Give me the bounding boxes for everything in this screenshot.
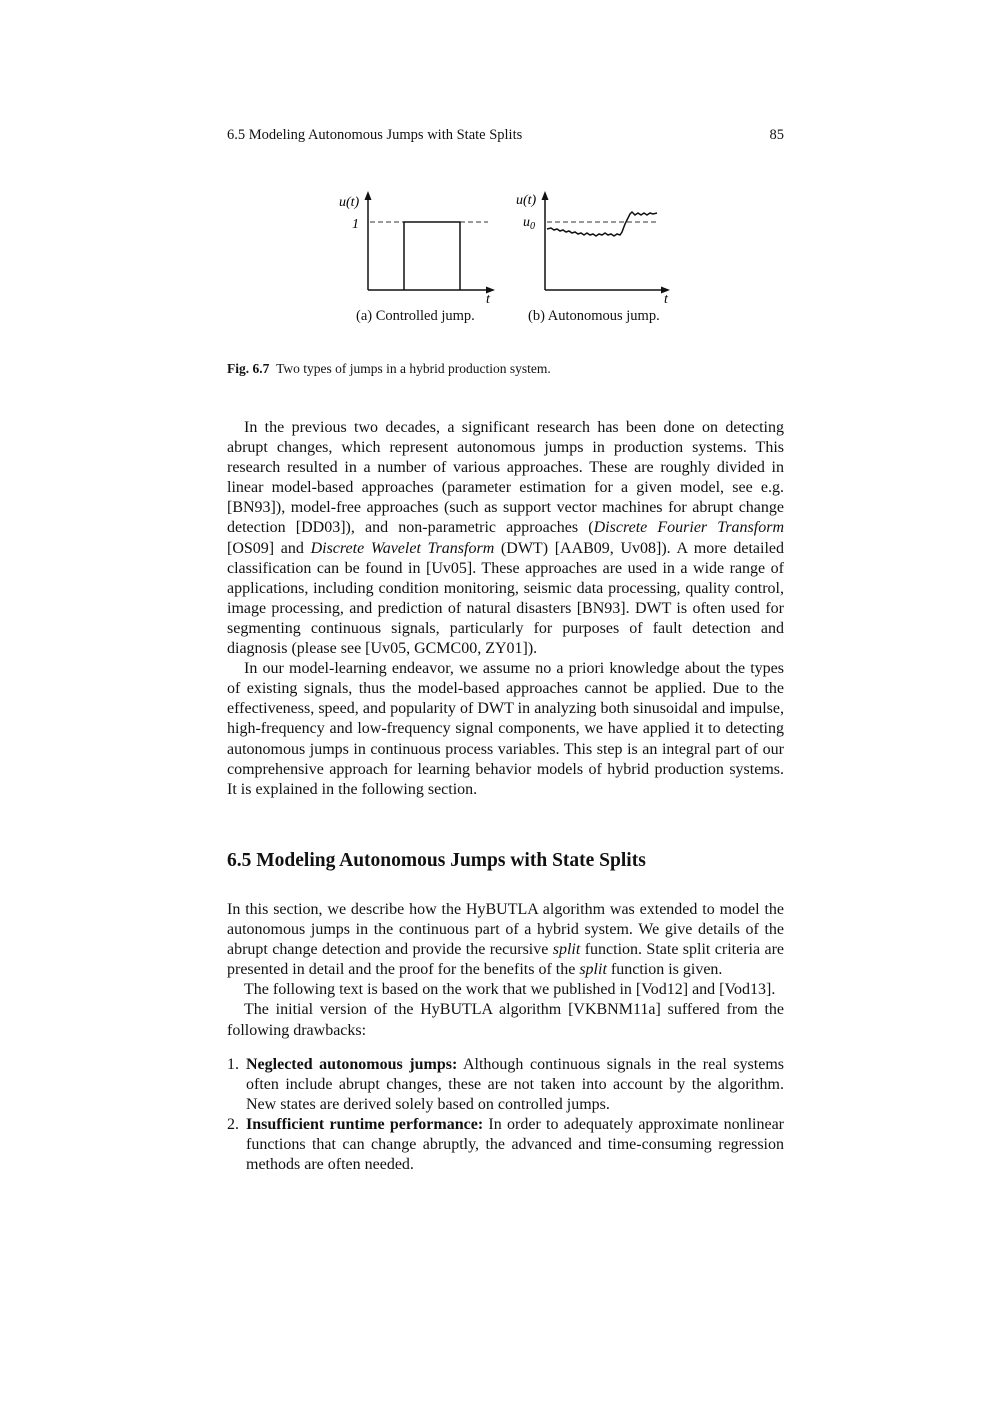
figure-caption-text: Two types of jumps in a hybrid production system. <box>276 361 551 376</box>
panel-b-y-tick-main: u <box>523 215 530 230</box>
panel-b-y-tick-sub: 0 <box>530 221 535 232</box>
list-item <box>227 1055 784 1115</box>
list-item-bold: Insufficient runtime performance: <box>246 1116 484 1134</box>
paragraph-5: The initial version of the HyBUTLA algorithm [VKBNM11a] suffered from the following drawbacks: <box>227 1001 784 1039</box>
figure-caption <box>227 361 551 377</box>
panel-a-plot <box>339 191 495 307</box>
panel-b-y-arrow <box>542 191 549 200</box>
panel-a-x-label: t <box>486 292 490 307</box>
body-section-2 <box>227 900 784 1041</box>
figure-6-7 <box>0 0 1000 400</box>
p1-italic-dft: Discrete Fourier Transform <box>593 519 785 537</box>
paragraph-4: The following text is based on the work that we published in [Vod12] and [Vod13]. <box>244 981 776 999</box>
list-item <box>227 1115 784 1175</box>
body-section-1 <box>227 418 784 800</box>
list-item-body: Although continuous signals in the real systems often include abrupt changes, these are not taken into account by the algorithm. New states are derived solely based on controlled jumps. <box>246 1056 784 1114</box>
p1-text-3: (DWT) [AAB09, Uv08]). A more detailed classification can be found in [Uv05]. These approaches are used in a wide range of applications, including condition monitoring, seismic data processing, quality control, image processing, and prediction of natural disasters [BN93]. DWT is often used for segmenting continuous signals, particularly for purposes of fault detection and diagnosis (please see [Uv05, GCMC00, ZY01]). <box>227 539 784 658</box>
p3-italic-split-2: split <box>579 961 607 979</box>
subcaption-b: (b) Autonomous jump. <box>528 308 660 324</box>
subcaption-a: (a) Controlled jump. <box>356 308 475 324</box>
p1-text-1: In the previous two decades, a significant research has been done on detecting abrupt changes, which represent autonomous jumps in production systems. This research resulted in a number of various approaches. These are roughly divided in linear model-based approaches (parameter estimation for a given model, see e.g. [BN93]), model-free approaches (such as support vector machines for abrupt change detection [DD03]), and non-parametric approaches ( <box>227 419 784 537</box>
paragraph-3 <box>227 900 784 980</box>
list-item-number: 2. <box>227 1116 239 1134</box>
section-heading: 6.5 Modeling Autonomous Jumps with State Splits <box>227 850 646 871</box>
p3-text-2: function. State split criteria are presented in detail and the proof for the benefits of the <box>227 941 784 979</box>
panel-b-signal <box>547 212 657 236</box>
list-item-bold: Neglected autonomous jumps: <box>246 1056 458 1073</box>
paragraph-1 <box>227 418 784 659</box>
p3-italic-split-1: split <box>552 941 581 959</box>
list-item-text <box>246 1115 784 1175</box>
drawbacks-list <box>227 1055 784 1176</box>
list-item-text <box>246 1055 784 1115</box>
p1-italic-dwt: Discrete Wavelet Transform <box>310 539 495 557</box>
panel-a-y-arrow <box>365 191 372 200</box>
p3-text-1: In this section, we describe how the HyBUTLA algorithm was extended to model the autonomous jumps in the continuous part of a hybrid system. We give details of the abrupt change detection and provide the recursive <box>227 901 784 959</box>
panel-b-x-label: t <box>664 292 668 307</box>
running-title: 6.5 Modeling Autonomous Jumps with State Splits <box>227 127 523 143</box>
list-item-body: In order to adequately approximate nonlinear functions that can change abruptly, the advanced and time-consuming regression methods are often needed. <box>246 1116 784 1174</box>
list-item-number: 1. <box>227 1056 239 1073</box>
panel-b-plot <box>516 191 670 307</box>
page-number: 85 <box>769 127 784 143</box>
panel-b-y-tick <box>523 215 535 232</box>
paragraph-2: In our model-learning endeavor, we assume no a priori knowledge about the types of existing signals, thus the model-based approaches cannot be applied. Due to the effectiveness, speed, and popularity of DWT in analyzing both sinusoidal and impulse, high-frequency and low-frequency signal components, we have applied it to detecting autonomous jumps in continuous process variables. This step is an integral part of our comprehensive approach for learning behavior models of hybrid production systems. It is explained in the following section. <box>227 660 784 798</box>
panel-a-y-tick: 1 <box>352 217 359 232</box>
p3-text-3: function is given. <box>606 961 723 979</box>
figure-caption-label: Fig. 6.7 <box>227 361 270 376</box>
panel-b-y-label: u(t) <box>516 193 537 208</box>
panel-a-pulse <box>404 222 460 290</box>
panel-a-y-label: u(t) <box>339 195 360 210</box>
p1-text-2: [OS09] and <box>227 539 311 557</box>
figure-svg <box>0 0 1000 400</box>
